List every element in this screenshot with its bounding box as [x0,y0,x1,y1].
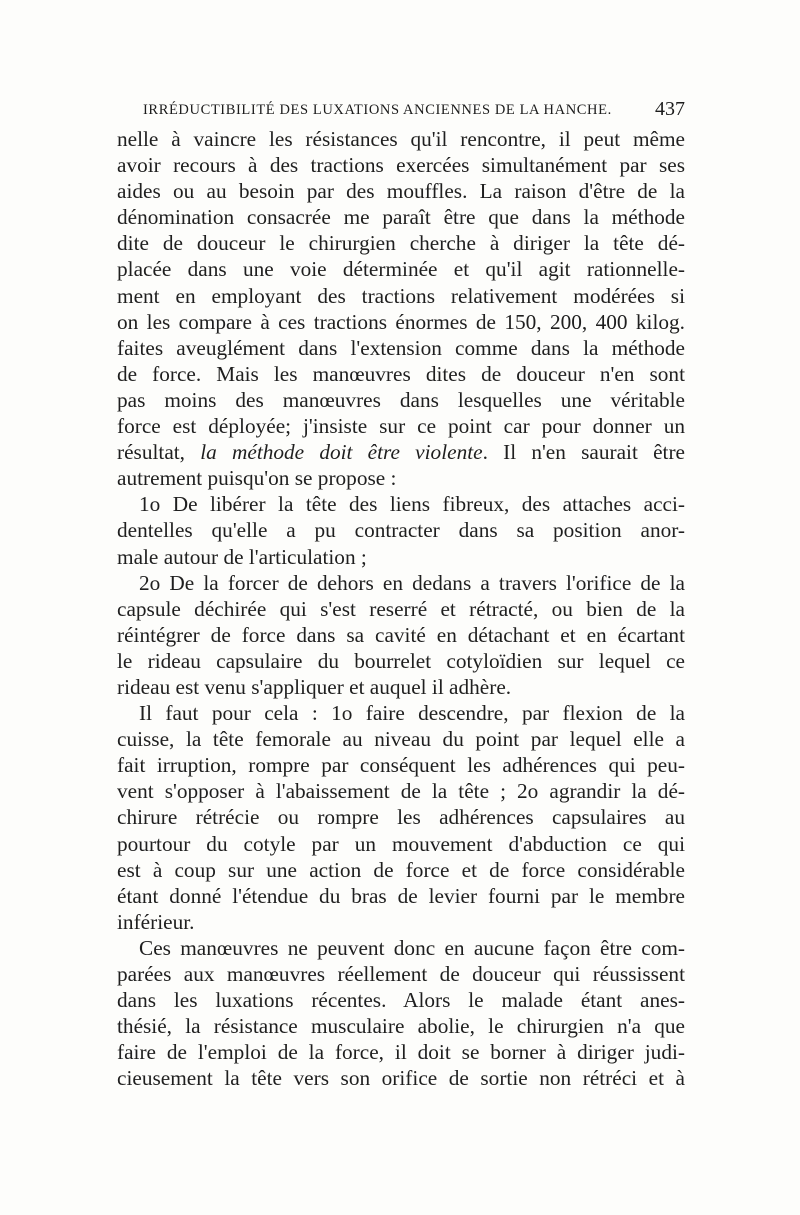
text-line: Ces manœuvres ne peuvent donc en aucune façon être com- [139,935,685,960]
text-line: nelle à vaincre les résistances qu'il rencontre, il peut même [117,127,685,151]
running-header [143,98,685,124]
text-line: est à coup sur une action de force et de force considérable [117,857,685,882]
text-line: cieusement la tête vers son orifice de sortie non rétréci et à [117,1066,685,1091]
text-line: dénomination consacrée me paraît être que dans la méthode [117,205,685,230]
text-line: chirure rétrécie ou rompre les adhérences capsulaires au [117,805,685,830]
text-line: 2o De la forcer de dehors en dedans a travers l'orifice de la [139,570,685,595]
text-line: aides ou au besoin par des mouffles. La raison d'être de la [117,179,685,204]
text-line: faites aveuglément dans l'extension comme dans la méthode [117,335,685,360]
text-line: dans les luxations récentes. Alors le malade étant anes- [117,988,685,1013]
text-line: on les compare à ces tractions énormes de 150, 200, 400 kilog. [117,309,685,334]
emphasis: la méthode doit être violente [200,440,483,465]
text-line: étant donné l'étendue du bras de levier fourni par le membre [117,883,685,908]
running-title: IRRÉDUCTIBILITÉ DES LUXATIONS ANCIENNES DE LA HANCHE. [143,102,612,118]
text-line: rideau est venu s'appliquer et auquel il adhère. [117,674,512,699]
text-line: de force. Mais les manœuvres dites de douceur n'en sont [117,361,685,386]
text-line: 1o De libérer la tête des liens fibreux, des attaches acci- [139,492,685,517]
text-line: placée dans une voie déterminée et qu'il agit rationnelle- [117,257,685,282]
text-line: Il faut pour cela : 1o faire descendre, par flexion de la [139,701,685,726]
text-line: dite de douceur le chirurgien cherche à diriger la tête dé- [117,231,685,256]
text-line: vent s'opposer à l'abaissement de la tête ; 2o agrandir la dé- [117,779,685,804]
text-line: male autour de l'articulation ; [117,544,367,569]
text-line: faire de l'emploi de la force, il doit se borner à diriger judi- [117,1040,685,1065]
text-line: fait irruption, rompre par conséquent les adhérences qui peu- [117,753,685,778]
text-line: cuisse, la tête femorale au niveau du point par lequel elle a [117,727,685,752]
text-line: force est déployée; j'insiste sur ce point car pour donner un [117,414,685,439]
text-line: pourtour du cotyle par un mouvement d'abduction ce qui [117,831,685,856]
text-line: autrement puisqu'on se propose : [117,466,397,491]
text-line: pas moins des manœuvres dans lesquelles une véritable [117,387,685,412]
text-line: parées aux manœuvres réellement de douceur qui réussissent [117,962,685,986]
text-line: dentelles qu'elle a pu contracter dans sa position anor- [117,518,685,543]
body-text [117,126,685,1091]
text-line: thésié, la résistance musculaire abolie, le chirurgien n'a que [117,1014,685,1039]
text-line: avoir recours à des tractions exercées simultanément par ses [117,153,685,178]
text-line: résultat, la méthode doit être violente. Il n'en saurait être [117,440,685,465]
text-line: le rideau capsulaire du bourrelet cotyloïdien sur lequel ce [117,648,685,673]
text-line: ment en employant des tractions relativement modérées si [117,283,685,308]
text-line: capsule déchirée qui s'est reserré et rétracté, ou bien de la [117,596,685,621]
page-number: 437 [655,98,685,120]
text-line: inférieur. [117,909,195,934]
text-line: réintégrer de force dans sa cavité en détachant et en écartant [117,622,685,647]
